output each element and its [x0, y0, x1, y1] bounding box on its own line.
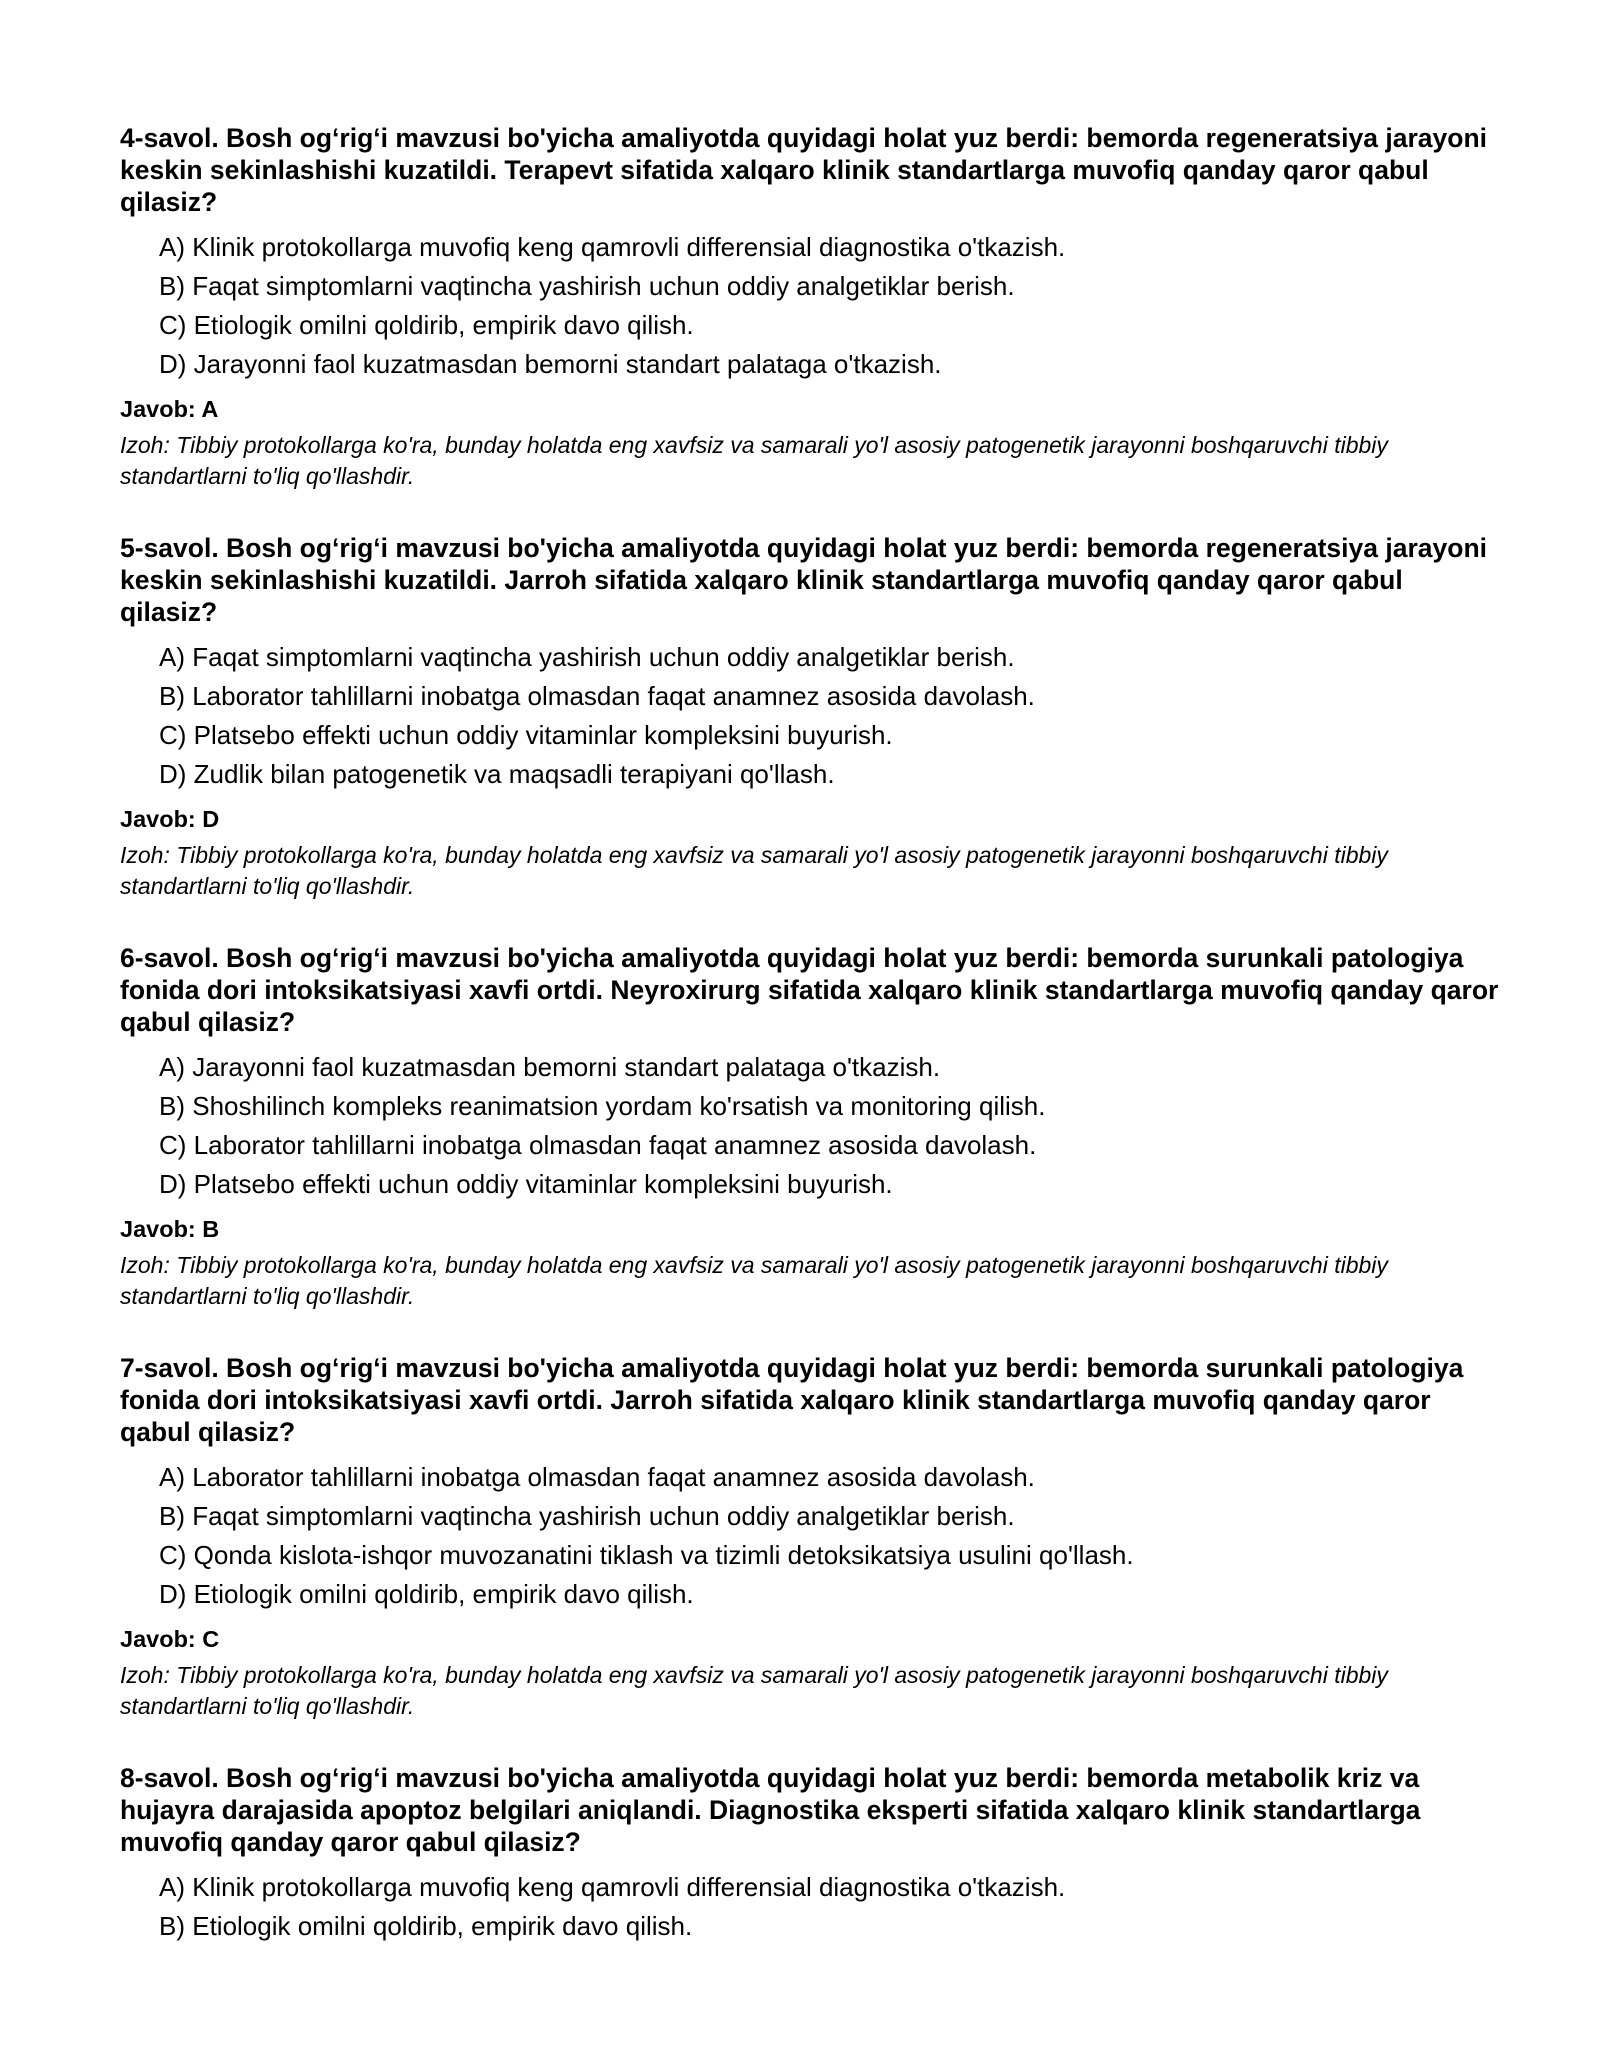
option-a: A) Faqat simptomlarni vaqtincha yashirish uchun oddiy analgetiklar berish.: [159, 642, 1015, 672]
answer-label: Javob: B: [120, 1216, 220, 1242]
option-a: A) Klinik protokollarga muvofiq keng qamrovli differensial diagnostika o'tkazish.: [159, 232, 1066, 262]
question-block-7: [120, 1352, 1500, 1722]
question-title: 5-savol. Bosh og‘rig‘i mavzusi bo'yicha amaliyotda quyidagi holat yuz berdi: bemorda regeneratsiya jarayoni keskin sekinlashishi kuzatildi. Jarroh sifatida xalqaro klinik standartlarga muvofiq qanday qaror qabul qilasiz?: [120, 533, 1488, 627]
option-list: [120, 638, 1500, 794]
option-a: A) Klinik protokollarga muvofiq keng qamrovli differensial diagnostika o'tkazish.: [159, 1872, 1066, 1902]
question-block-8: [120, 1762, 1500, 1946]
option-b: B) Faqat simptomlarni vaqtincha yashirish uchun oddiy analgetiklar berish.: [159, 271, 1015, 301]
option-a: A) Laborator tahlillarni inobatga olmasdan faqat anamnez asosida davolash.: [159, 1462, 1035, 1492]
option-c: C) Laborator tahlillarni inobatga olmasdan faqat anamnez asosida davolash.: [159, 1130, 1037, 1160]
option-list: [120, 228, 1500, 384]
question-title: 8-savol. Bosh og‘rig‘i mavzusi bo'yicha amaliyotda quyidagi holat yuz berdi: bemorda metabolik kriz va hujayra darajasida apoptoz belgilari aniqlandi. Diagnostika eksperti sifatida xalqaro klinik standartlarga muvofiq qanday qaror qabul qilasiz?: [120, 1763, 1421, 1857]
option-c: C) Qonda kislota-ishqor muvozanatini tiklash va tizimli detoksikatsiya usulini qo'llash.: [159, 1540, 1134, 1570]
answer-label: Javob: C: [120, 1626, 220, 1652]
option-list: [120, 1868, 1500, 1946]
question-block-6: [120, 942, 1500, 1312]
option-list: [120, 1458, 1500, 1614]
question-block-5: [120, 532, 1500, 902]
question-title: 7-savol. Bosh og‘rig‘i mavzusi bo'yicha amaliyotda quyidagi holat yuz berdi: bemorda surunkali patologiya fonida dori intoksikatsiyasi xavfi ortdi. Jarroh sifatida xalqaro klinik standartlarga muvofiq qanday qaror qabul qilasiz?: [120, 1353, 1464, 1447]
explanation-note: Izoh: Tibbiy protokollarga ko'ra, bunday holatda eng xavfsiz va samarali yo'l asosiy patogenetik jarayonni boshqaruvchi tibbiy standartlarni to'liq qo'llashdir.: [120, 1252, 1388, 1309]
explanation-note: Izoh: Tibbiy protokollarga ko'ra, bunday holatda eng xavfsiz va samarali yo'l asosiy patogenetik jarayonni boshqaruvchi tibbiy standartlarni to'liq qo'llashdir.: [120, 842, 1388, 899]
option-d: D) Zudlik bilan patogenetik va maqsadli terapiyani qo'llash.: [159, 759, 835, 789]
document-page: [120, 122, 1500, 1986]
option-b: B) Faqat simptomlarni vaqtincha yashirish uchun oddiy analgetiklar berish.: [159, 1501, 1015, 1531]
explanation-note: Izoh: Tibbiy protokollarga ko'ra, bunday holatda eng xavfsiz va samarali yo'l asosiy patogenetik jarayonni boshqaruvchi tibbiy standartlarni to'liq qo'llashdir.: [120, 432, 1388, 489]
option-d: D) Platsebo effekti uchun oddiy vitaminlar kompleksini buyurish.: [159, 1169, 893, 1199]
option-d: D) Jarayonni faol kuzatmasdan bemorni standart palataga o'tkazish.: [159, 349, 942, 379]
question-block-4: [120, 122, 1500, 492]
option-list: [120, 1048, 1500, 1204]
option-b: B) Shoshilinch kompleks reanimatsion yordam ko'rsatish va monitoring qilish.: [159, 1091, 1046, 1121]
explanation-note: Izoh: Tibbiy protokollarga ko'ra, bunday holatda eng xavfsiz va samarali yo'l asosiy patogenetik jarayonni boshqaruvchi tibbiy standartlarni to'liq qo'llashdir.: [120, 1662, 1388, 1719]
question-title: 6-savol. Bosh og‘rig‘i mavzusi bo'yicha amaliyotda quyidagi holat yuz berdi: bemorda surunkali patologiya fonida dori intoksikatsiyasi xavfi ortdi. Neyroxirurg sifatida xalqaro klinik standartlarga muvofiq qanday qaror qabul qilasiz?: [120, 943, 1499, 1037]
option-d: D) Etiologik omilni qoldirib, empirik davo qilish.: [159, 1579, 694, 1609]
answer-label: Javob: A: [120, 396, 219, 422]
option-b: B) Etiologik omilni qoldirib, empirik davo qilish.: [159, 1911, 693, 1941]
question-title: 4-savol. Bosh og‘rig‘i mavzusi bo'yicha amaliyotda quyidagi holat yuz berdi: bemorda regeneratsiya jarayoni keskin sekinlashishi kuzatildi. Terapevt sifatida xalqaro klinik standartlarga muvofiq qanday qaror qabul qilasiz?: [120, 123, 1488, 217]
option-c: C) Etiologik omilni qoldirib, empirik davo qilish.: [159, 310, 694, 340]
answer-label: Javob: D: [120, 806, 220, 832]
option-c: C) Platsebo effekti uchun oddiy vitaminlar kompleksini buyurish.: [159, 720, 893, 750]
option-a: A) Jarayonni faol kuzatmasdan bemorni standart palataga o'tkazish.: [159, 1052, 941, 1082]
option-b: B) Laborator tahlillarni inobatga olmasdan faqat anamnez asosida davolash.: [159, 681, 1035, 711]
